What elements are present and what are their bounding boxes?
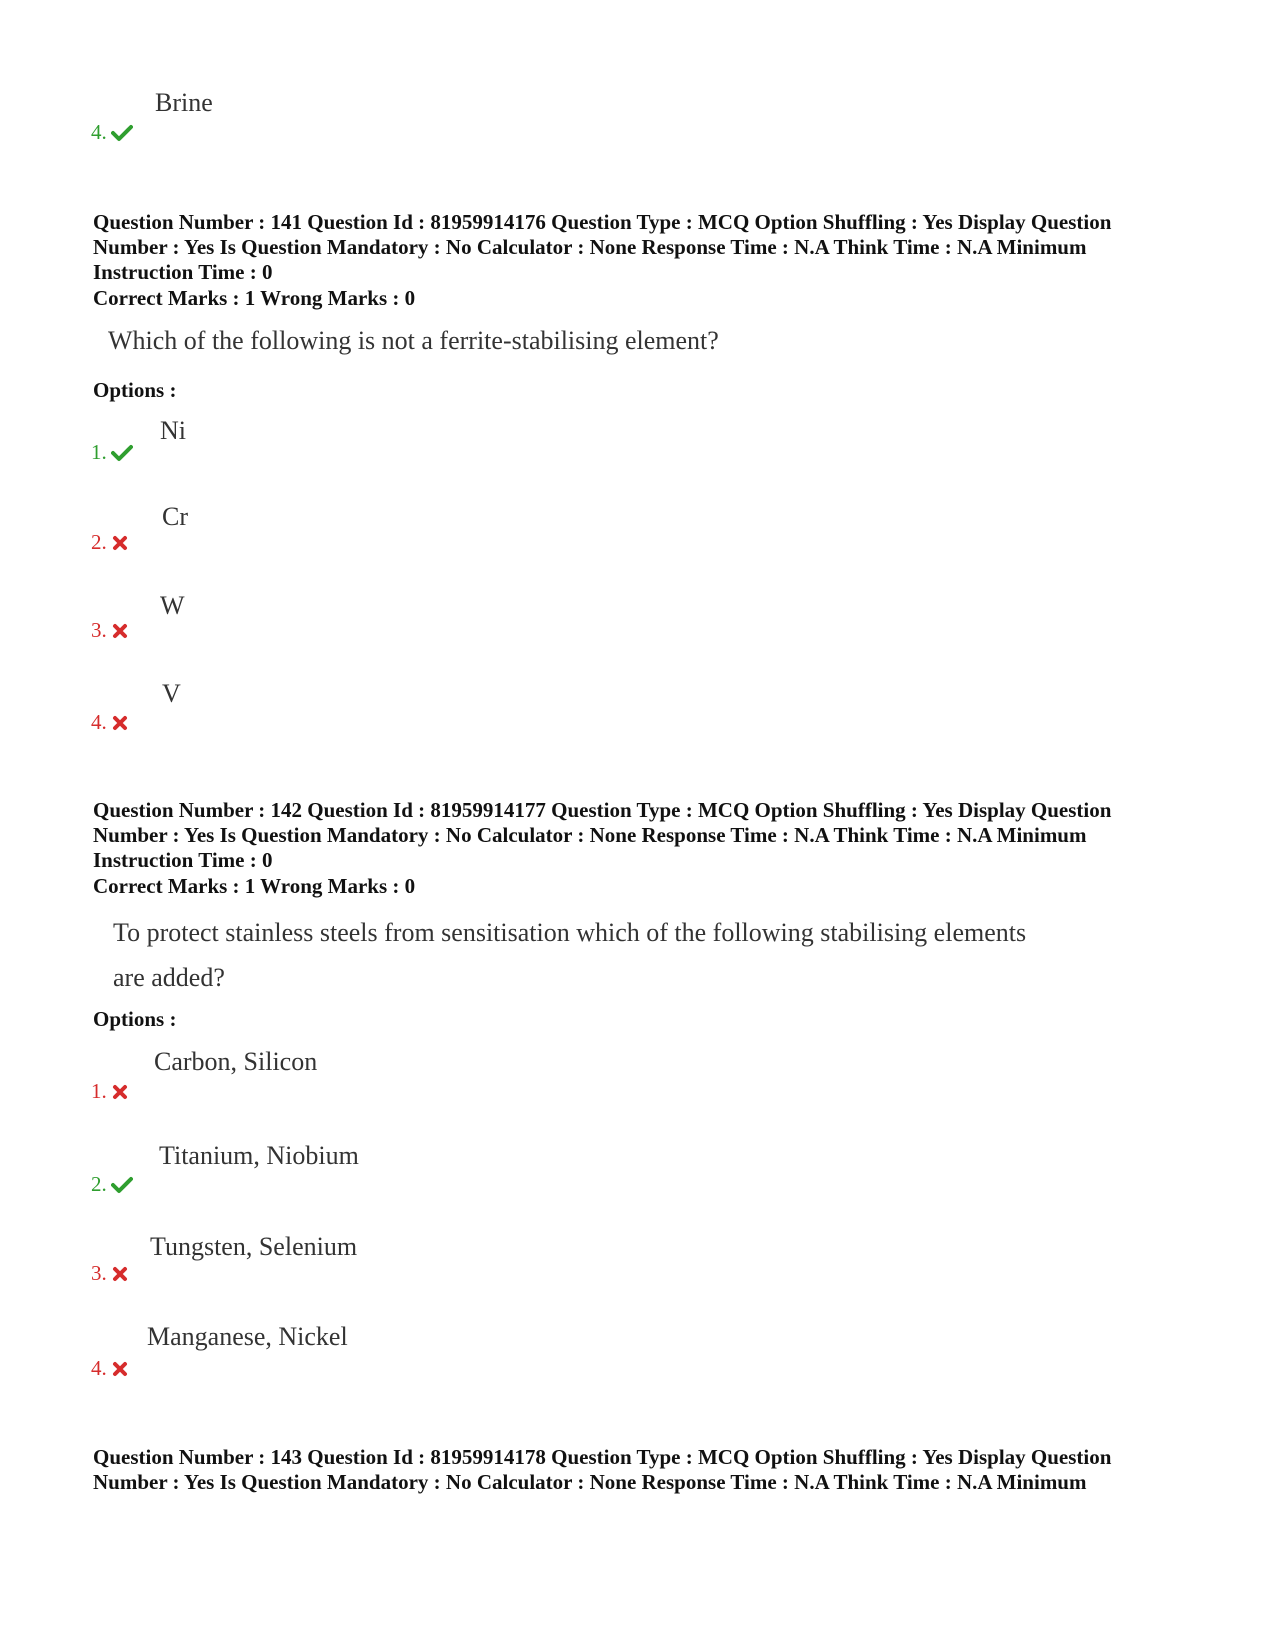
question-text: are added?	[113, 963, 225, 992]
question-text: Which of the following is not a ferrite-stabilising element?	[108, 326, 719, 355]
check-icon	[111, 1176, 133, 1194]
question-meta: Question Number : 142 Question Id : 81959914177 Question Type : MCQ Option Shuffling : Yes Display Question Number : Yes Is Question Mandatory : No Calculator : None Response Time : N.A Think Time : N.A Minimum Instruction Time : 0	[93, 798, 1112, 872]
option-text: Tungsten, Selenium	[150, 1232, 358, 1261]
cross-icon	[111, 1083, 133, 1101]
option-text: Ni	[160, 416, 186, 445]
option-number-wrong: 3.	[91, 1261, 133, 1286]
option-text: Brine	[155, 88, 213, 117]
options-label: Options :	[93, 1007, 177, 1031]
cross-icon	[111, 1360, 133, 1378]
question-text: To protect stainless steels from sensitisation which of the following stabilising elements	[113, 918, 1027, 947]
check-icon	[111, 124, 133, 142]
option-text: Manganese, Nickel	[147, 1322, 348, 1351]
option-number-wrong: 1.	[91, 1079, 133, 1104]
option-number-wrong: 4.	[91, 1356, 133, 1381]
option-text: Cr	[162, 502, 188, 531]
option-number-wrong: 3.	[91, 618, 133, 643]
question-meta: Question Number : 143 Question Id : 81959914178 Question Type : MCQ Option Shuffling : Yes Display Question Number : Yes Is Question Mandatory : No Calculator : None Response Time : N.A Think Time : N.A Minimum	[93, 1445, 1112, 1494]
option-number-wrong: 2.	[91, 530, 133, 555]
option-number-correct: 1.	[91, 440, 133, 465]
option-text: Carbon, Silicon	[154, 1047, 318, 1076]
cross-icon	[111, 534, 133, 552]
cross-icon	[111, 714, 133, 732]
option-text: W	[160, 591, 185, 620]
option-number-correct: 4.	[91, 120, 133, 145]
option-number-wrong: 4.	[91, 710, 133, 735]
option-text: V	[162, 679, 181, 708]
option-text: Titanium, Niobium	[159, 1141, 359, 1170]
question-meta: Question Number : 141 Question Id : 81959914176 Question Type : MCQ Option Shuffling : Yes Display Question Number : Yes Is Question Mandatory : No Calculator : None Response Time : N.A Think Time : N.A Minimum Instruction Time : 0	[93, 210, 1112, 284]
option-number-correct: 2.	[91, 1172, 133, 1197]
cross-icon	[111, 1265, 133, 1283]
options-label: Options :	[93, 378, 177, 402]
cross-icon	[111, 622, 133, 640]
question-marks: Correct Marks : 1 Wrong Marks : 0	[93, 874, 416, 898]
question-marks: Correct Marks : 1 Wrong Marks : 0	[93, 286, 416, 310]
check-icon	[111, 444, 133, 462]
